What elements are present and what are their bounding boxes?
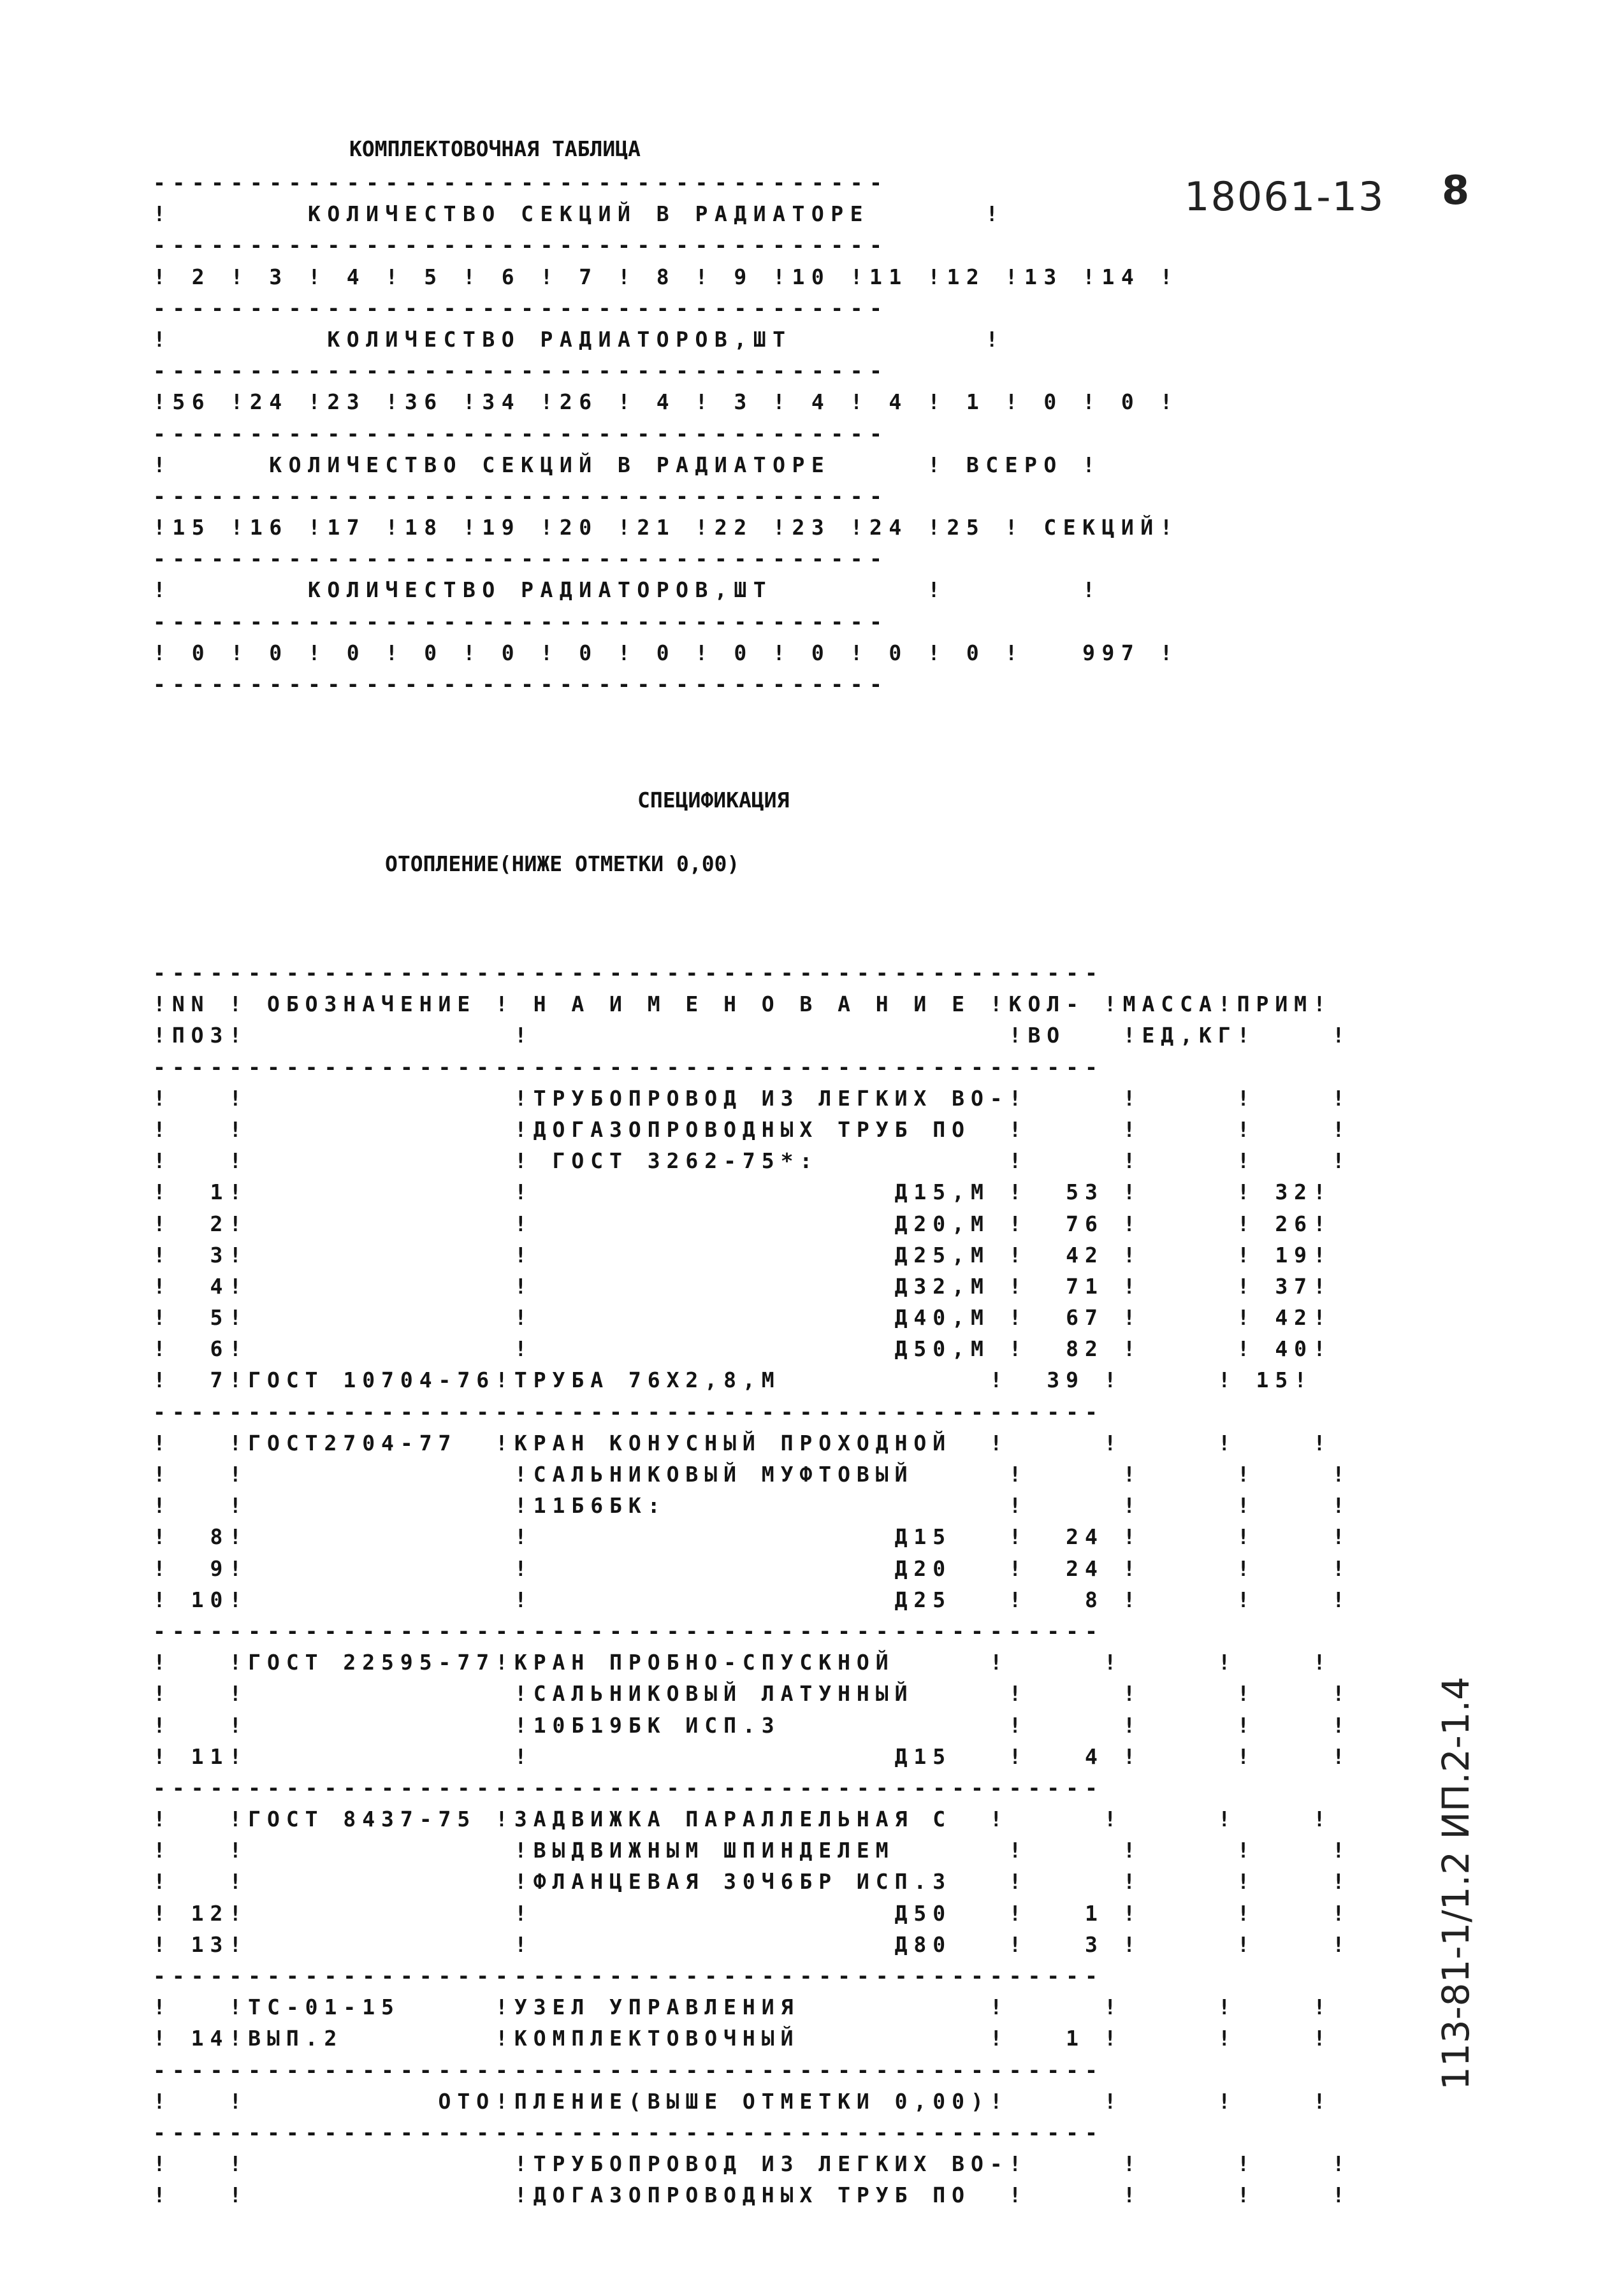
- spec-table-line: ! ! ОТО!ПЛЕНИЕ(ВЫШЕ ОТМЕТКИ 0,00)! ! ! !: [153, 2088, 1332, 2114]
- spec-table-line: --------------------------------------------------: [153, 1054, 1104, 1079]
- spec-table-line: ! ! !ТРУБОПРОВОД ИЗ ЛЕГКИХ ВО-! ! ! !: [153, 2151, 1351, 2177]
- kit-table-line: --------------------------------------: [153, 358, 889, 384]
- page-number: 8: [1442, 167, 1470, 213]
- kit-table-line: --------------------------------------: [153, 421, 889, 446]
- spec-table-line: ! ! !10Б19БК ИСП.3 ! ! ! !: [153, 1712, 1351, 1738]
- spec-table-line: ! 11! ! Д15 ! 4 ! ! !: [153, 1744, 1351, 1769]
- spec-table-line: --------------------------------------------------: [153, 1963, 1104, 1988]
- kit-table-line: --------------------------------------: [153, 170, 889, 195]
- spec-table-line: ! 14!ВЫП.2 !КОМПЛЕКТОВОЧНЫЙ ! 1 ! ! !: [153, 2026, 1332, 2051]
- spec-table-line: ! !ТС-01-15 !УЗЕЛ УПРАВЛЕНИЯ ! ! ! !: [153, 1995, 1332, 2020]
- kit-table: [153, 167, 1179, 700]
- spec-table-line: ! ! !ТРУБОПРОВОД ИЗ ЛЕГКИХ ВО-! ! ! !: [153, 1085, 1351, 1111]
- spec-table-line: ! ! !ДОГАЗОПРОВОДНЫХ ТРУБ ПО ! ! ! !: [153, 2183, 1351, 2208]
- spec-title: СПЕЦИФИКАЦИЯ: [637, 788, 790, 812]
- spec-table-line: ! 2! ! Д20,М ! 76 ! ! 26!: [153, 1211, 1332, 1236]
- spec-table-line: !NN ! ОБОЗНАЧЕНИЕ ! Н А И М Е Н О В А Н И Е !КОЛ- !МАССА!ПРИМ!: [153, 992, 1332, 1017]
- spec-table-line: ! ! !ВЫДВИЖНЫМ ШПИНДЕЛЕМ ! ! ! !: [153, 1838, 1351, 1863]
- spec-table-line: ! 7!ГОСТ 10704-76!ТРУБА 76Х2,8,М ! 39 ! ! 15!: [153, 1368, 1313, 1393]
- spec-table-line: !ПОЗ! ! !ВО !ЕД,КГ! !: [153, 1023, 1351, 1048]
- spec-table-line: ! !ГОСТ2704-77 !КРАН КОНУСНЫЙ ПРОХОДНОЙ ! ! ! !: [153, 1430, 1332, 1455]
- spec-table: [153, 957, 1351, 2211]
- spec-table-line: ! ! !11Б6БК: ! ! ! !: [153, 1493, 1351, 1519]
- spec-table-line: ! 8! ! Д15 ! 24 ! ! !: [153, 1524, 1351, 1550]
- kit-table-line: --------------------------------------: [153, 233, 889, 258]
- spec-table-line: ! ! !ФЛАНЦЕВАЯ 30Ч6БР ИСП.3 ! ! ! !: [153, 1869, 1351, 1895]
- spec-table-line: --------------------------------------------------: [153, 1775, 1104, 1800]
- spec-table-line: --------------------------------------------------: [153, 2119, 1104, 2145]
- spec-table-line: ! ! ! ГОСТ 3262-75*: ! ! ! !: [153, 1148, 1351, 1174]
- kit-table-line: ! КОЛИЧЕСТВО СЕКЦИЙ В РАДИАТОРЕ ! ВСЕРО !: [153, 452, 1102, 477]
- spec-table-line: ! 12! ! Д50 ! 1 ! ! !: [153, 1900, 1351, 1926]
- spec-table-line: ! 10! ! Д25 ! 8 ! ! !: [153, 1587, 1351, 1612]
- kit-table-line: --------------------------------------: [153, 483, 889, 509]
- kit-table-line: !56 !24 !23 !36 !34 !26 ! 4 ! 3 ! 4 ! 4 ! 1 ! 0 ! 0 !: [153, 389, 1179, 415]
- kit-table-line: --------------------------------------: [153, 546, 889, 572]
- kit-table-line: ! КОЛИЧЕСТВО РАДИАТОРОВ,ШТ !: [153, 326, 1005, 352]
- spec-table-line: --------------------------------------------------: [153, 1618, 1104, 1643]
- spec-table-line: ! ! !ДОГАЗОПРОВОДНЫХ ТРУБ ПО ! ! ! !: [153, 1116, 1351, 1142]
- spec-table-line: ! 3! ! Д25,М ! 42 ! ! 19!: [153, 1242, 1332, 1267]
- spec-table-line: --------------------------------------------------: [153, 960, 1104, 985]
- spec-table-line: ! 1! ! Д15,М ! 53 ! ! 32!: [153, 1180, 1332, 1205]
- spec-table-line: ! !ГОСТ 22595-77!КРАН ПРОБНО-СПУСКНОЙ ! ! ! !: [153, 1650, 1332, 1675]
- spec-table-line: ! ! !САЛЬНИКОВЫЙ ЛАТУННЫЙ ! ! ! !: [153, 1681, 1351, 1707]
- kit-table-line: --------------------------------------: [153, 609, 889, 634]
- kit-table-line: ! КОЛИЧЕСТВО РАДИАТОРОВ,ШТ ! !: [153, 577, 1102, 603]
- kit-table-line: !15 !16 !17 !18 !19 !20 !21 !22 !23 !24 !25 ! СЕКЦИЙ!: [153, 515, 1179, 540]
- spec-table-line: ! ! !САЛЬНИКОВЫЙ МУФТОВЫЙ ! ! ! !: [153, 1462, 1351, 1487]
- kit-table-line: ! 0 ! 0 ! 0 ! 0 ! 0 ! 0 ! 0 ! 0 ! 0 ! 0 ! 0 ! 997 !: [153, 640, 1179, 665]
- kit-table-line: --------------------------------------: [153, 295, 889, 321]
- spec-table-line: ! !ГОСТ 8437-75 !ЗАДВИЖКА ПАРАЛЛЕЛЬНАЯ С ! ! ! !: [153, 1807, 1332, 1832]
- document-code: 18061-13: [1184, 173, 1385, 220]
- spec-table-line: ! 4! ! Д32,М ! 71 ! ! 37!: [153, 1273, 1332, 1299]
- kit-table-line: ! 2 ! 3 ! 4 ! 5 ! 6 ! 7 ! 8 ! 9 !10 !11 !12 !13 !14 !: [153, 264, 1179, 289]
- kit-table-line: ! КОЛИЧЕСТВО СЕКЦИЙ В РАДИАТОРЕ !: [153, 201, 1005, 227]
- spec-subtitle: ОТОПЛЕНИЕ(НИЖЕ ОТМЕТКИ 0,00): [385, 851, 740, 876]
- spec-table-line: --------------------------------------------------: [153, 1399, 1104, 1424]
- spec-table-line: ! 13! ! Д80 ! 3 ! ! !: [153, 1931, 1351, 1957]
- kit-table-title: КОМПЛЕКТОВОЧНАЯ ТАБЛИЦА: [349, 136, 641, 161]
- spec-table-line: --------------------------------------------------: [153, 2057, 1104, 2083]
- side-document-code: 113-81-1/1.2 ИП.2-1.4: [1434, 1677, 1477, 2090]
- spec-table-line: ! 6! ! Д50,М ! 82 ! ! 40!: [153, 1336, 1332, 1362]
- spec-table-line: ! 9! ! Д20 ! 24 ! ! !: [153, 1556, 1351, 1581]
- kit-table-line: --------------------------------------: [153, 672, 889, 697]
- spec-table-line: ! 5! ! Д40,М ! 67 ! ! 42!: [153, 1305, 1332, 1331]
